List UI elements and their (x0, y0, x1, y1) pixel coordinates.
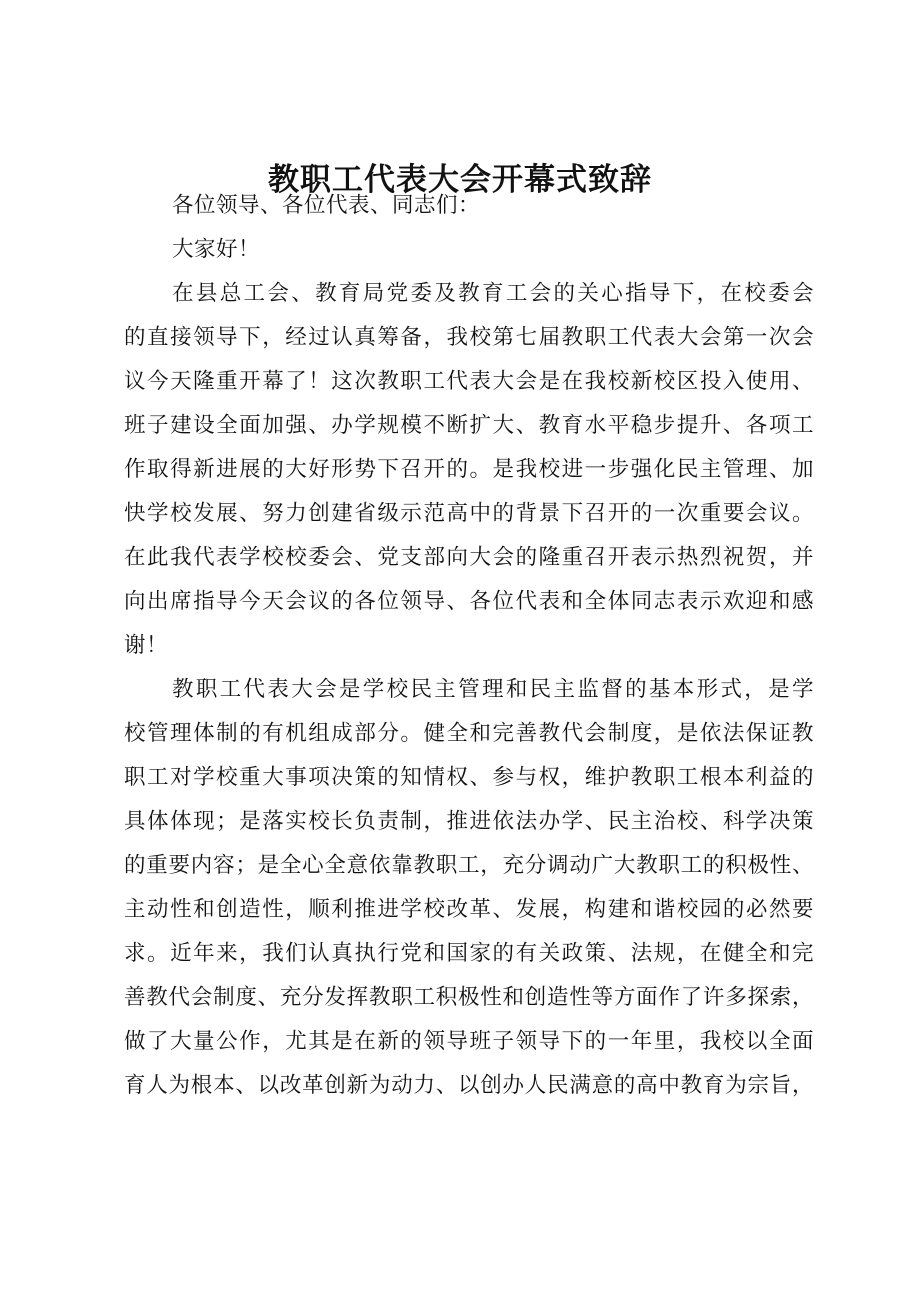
paragraph-1-line: 向出席指导今天会议的各位领导、各位代表和全体同志表示欢迎和感 (124, 589, 814, 614)
paragraph-1-line: 在县总工会、教育局党委及教育工会的关心指导下，在校委会 (172, 281, 814, 306)
paragraph-1-line: 谢！ (124, 633, 169, 658)
paragraph-2-line: 的重要内容；是全心全意依靠教职工，充分调动广大教职工的积极性、 (124, 853, 814, 878)
paragraph-1-line: 班子建设全面加强、办学规模不断扩大、教育水平稳步提升、各项工 (124, 413, 814, 438)
document-title: 教职工代表大会开幕式致辞 (268, 162, 652, 198)
paragraph-1-line: 快学校发展、努力创建省级示范高中的背景下召开的一次重要会议。 (124, 501, 814, 526)
paragraph-1-line: 在此我代表学校校委会、党支部向大会的隆重召开表示热烈祝贺，并 (124, 545, 814, 570)
paragraph-2-line: 求。近年来，我们认真执行党和国家的有关政策、法规，在健全和完 (124, 941, 814, 966)
paragraph-1-line: 作取得新进展的大好形势下召开的。是我校进一步强化民主管理、加 (124, 457, 814, 482)
document-body (124, 184, 814, 1108)
paragraph-1-line: 议今天隆重开幕了！这次教职工代表大会是在我校新校区投入使用、 (124, 369, 814, 394)
paragraph-2-line: 善教代会制度、充分发挥教职工积极性和创造性等方面作了许多探索， (124, 985, 814, 1010)
paragraph-2-line: 校管理体制的有机组成部分。健全和完善教代会制度，是依法保证教 (124, 721, 814, 746)
paragraph-2-line: 育人为根本、以改革创新为动力、以创办人民满意的高中教育为宗旨， (124, 1073, 814, 1098)
paragraph-1-line: 的直接领导下，经过认真筹备，我校第七届教职工代表大会第一次会 (124, 325, 814, 350)
paragraph-2-line: 做了大量公作，尤其是在新的领导班子领导下的一年里，我校以全面 (124, 1029, 814, 1054)
paragraph-2-line: 主动性和创造性，顺利推进学校改革、发展，构建和谐校园的必然要 (124, 897, 814, 922)
paragraph-2-line: 教职工代表大会是学校民主管理和民主监督的基本形式，是学 (172, 677, 814, 702)
paragraph-2-line: 具体体现；是落实校长负责制，推进依法办学、民主治校、科学决策 (124, 809, 814, 834)
salutation-line: 各位领导、各位代表、同志们： (172, 193, 481, 218)
paragraph-2-line: 职工对学校重大事项决策的知情权、参与权，维护教职工根本利益的 (124, 765, 814, 790)
greeting-line: 大家好！ (172, 237, 261, 262)
